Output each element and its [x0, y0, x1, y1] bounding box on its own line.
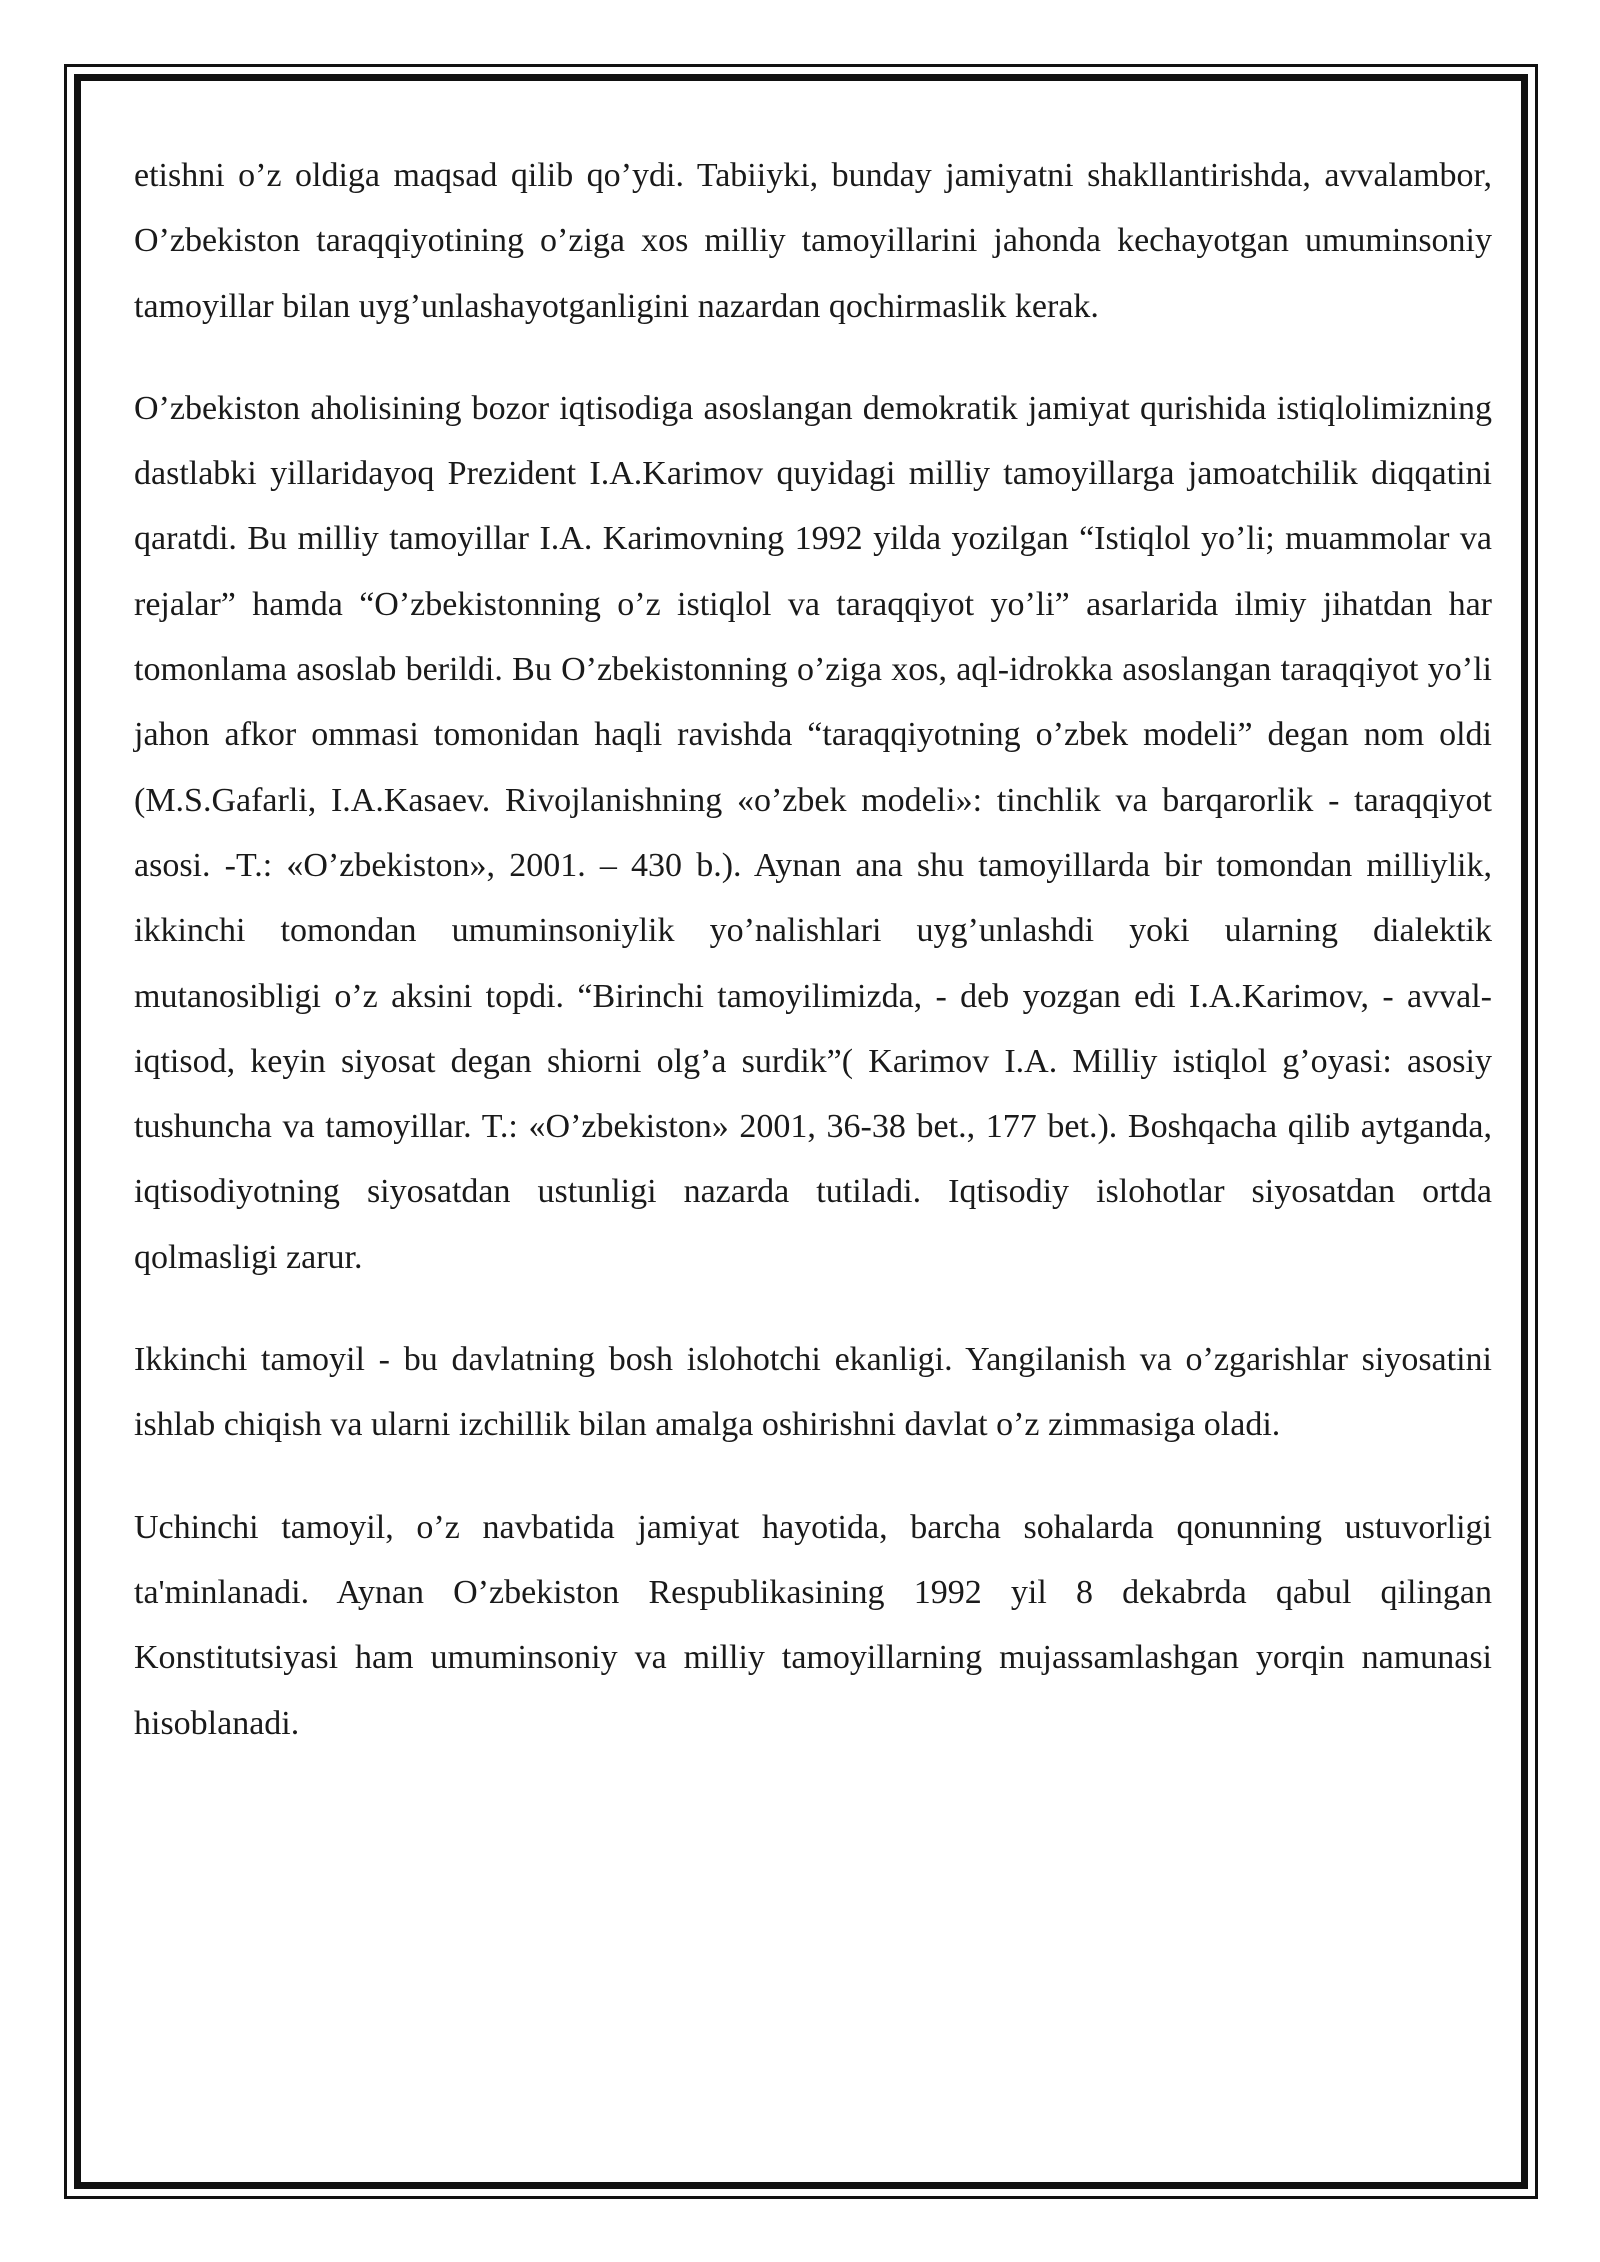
paragraph-4: Uchinchi tamoyil, o’z navbatida jamiyat hayotida, barcha sohalarda qonunning ustuvorligi ta'minlanadi. Aynan O’zbekiston Respublikasining 1992 yil 8 dekabrda qabul qilingan Konstitutsiyasi ham umuminsoniy va milliy tamoyillarning mujassamlashgan yorqin namunasi hisoblanadi. [134, 1508, 1492, 1742]
document-body [134, 143, 1492, 1793]
paragraph-2: O’zbekiston aholisining bozor iqtisodiga asoslangan demokratik jamiyat qurishida istiqlolimizning dastlabki yillaridayoq Prezident I.A.Karimov quyidagi milliy tamoyillarga jamoatchilik diqqatini qaratdi. Bu milliy tamoyillar I.A. Karimovning 1992 yilda yozilgan “Istiqlol yo’li; muammolar va rejalar” hamda “O’zbekistonning o’z istiqlol va taraqqiyot yo’li” asarlarida ilmiy jihatdan har tomonlama asoslab berildi. Bu O’zbekistonning o’ziga xos, aql-idrokka asoslangan taraqqiyot yo’li jahon afkor ommasi tomonidan haqli ravishda “taraqqiyotning o’zbek modeli” degan nom oldi (M.S.Gafarli, I.A.Kasaev. Rivojlanishning «o’zbek modeli»: tinchlik va barqarorlik - taraqqiyot asosi. -T.: «O’zbekiston», 2001. – 430 b.). Aynan ana shu tamoyillarda bir tomondan milliylik, ikkinchi tomondan umuminsoniylik yo’nalishlari uyg’unlashdi yoki ularning dialektik mutanosibligi o’z aksini topdi. “Birinchi tamoyilimizda, - deb yozgan edi I.A.Karimov, - avval-iqtisod, keyin siyosat degan shiorni olg’a surdik”( Karimov I.A. Milliy istiqlol g’oyasi: asosiy tushuncha va tamoyillar. T.: «O’zbekiston» 2001, 36-38 bet., 177 bet.). Boshqacha qilib aytganda, iqtisodiyotning siyosatdan ustunligi nazarda tutiladi. Iqtisodiy islohotlar siyosatdan ortda qolmasligi zarur. [134, 389, 1492, 1276]
paragraph-1: etishni o’z oldiga maqsad qilib qo’ydi. Tabiiyki, bunday jamiyatni shakllantirishda, avvalambor, O’zbekiston taraqqiyotining o’ziga xos milliy tamoyillarini jahonda kechayotgan umuminsoniy tamoyillar bilan uyg’unlashayotganligini nazardan qochirmaslik kerak. [134, 157, 1492, 325]
paragraph-3: Ikkinchi tamoyil - bu davlatning bosh islohotchi ekanligi. Yangilanish va o’zgarishlar siyosatini ishlab chiqish va ularni izchillik bilan amalga oshirishni davlat o’z zimmasiga oladi. [134, 1341, 1492, 1444]
